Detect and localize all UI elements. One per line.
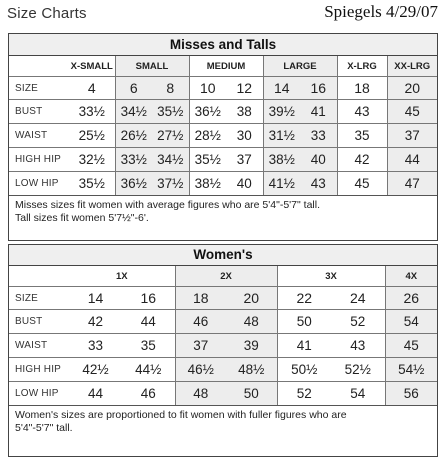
- misses-group-row: [9, 56, 437, 77]
- measurement-value: 38½: [189, 172, 226, 196]
- measurement-value: 35: [122, 334, 175, 358]
- womens-note-line: Women's sizes are proportioned to fit women with fuller figures who are: [15, 409, 347, 421]
- womens-size-chart: [8, 244, 438, 457]
- measurement-value: 27½: [152, 124, 189, 148]
- measurement-value: 25½: [69, 124, 115, 148]
- measurement-value: 48: [175, 382, 226, 406]
- misses-group-header: LARGE: [263, 56, 337, 77]
- page-title: Size Charts: [7, 5, 87, 22]
- womens-size-row: [9, 287, 437, 310]
- measurement-value: 39: [226, 334, 277, 358]
- measurement-value: 33: [300, 124, 337, 148]
- measurement-label: WAIST: [9, 334, 69, 358]
- misses-size-number: 8: [152, 77, 189, 100]
- measurement-value: 35: [337, 124, 387, 148]
- measurement-value: 32½: [69, 148, 115, 172]
- measurement-value: 43: [337, 100, 387, 124]
- measurement-value: 35½: [69, 172, 115, 196]
- measurement-value: 46: [122, 382, 175, 406]
- measurement-value: 42: [337, 148, 387, 172]
- misses-fit-note: [9, 196, 437, 224]
- misses-size-row: [9, 77, 437, 100]
- misses-group-header: XX-LRG: [387, 56, 437, 77]
- measurement-label: HIGH HIP: [9, 358, 69, 382]
- table-row: [9, 100, 437, 124]
- misses-size-label: SIZE: [9, 77, 69, 100]
- measurement-value: 52: [331, 310, 385, 334]
- misses-group-header: X-LRG: [337, 56, 387, 77]
- measurement-value: 37: [226, 148, 263, 172]
- womens-size-number: 26: [385, 287, 437, 310]
- measurement-value: 42½: [69, 358, 122, 382]
- measurement-value: 36½: [189, 100, 226, 124]
- measurement-value: 44: [122, 310, 175, 334]
- measurement-value: 37: [387, 124, 437, 148]
- measurement-value: 26½: [115, 124, 152, 148]
- table-row: [9, 334, 437, 358]
- measurement-value: 37: [175, 334, 226, 358]
- measurement-value: 33½: [115, 148, 152, 172]
- womens-size-number: 14: [69, 287, 122, 310]
- measurement-value: 48: [226, 310, 277, 334]
- misses-size-table: [9, 56, 437, 196]
- measurement-value: 38: [226, 100, 263, 124]
- measurement-label: HIGH HIP: [9, 148, 69, 172]
- misses-size-number: 16: [300, 77, 337, 100]
- measurement-label: BUST: [9, 310, 69, 334]
- womens-group-header: 3X: [277, 266, 385, 287]
- measurement-value: 50: [277, 310, 331, 334]
- measurement-value: 52: [277, 382, 331, 406]
- measurement-value: 34½: [115, 100, 152, 124]
- misses-note-line: Misses sizes fit women with average figures who are 5'4"-5'7" tall.: [15, 199, 321, 211]
- measurement-value: 41: [300, 100, 337, 124]
- measurement-label: LOW HIP: [9, 172, 69, 196]
- measurement-value: 44½: [122, 358, 175, 382]
- womens-group-header: 2X: [175, 266, 277, 287]
- womens-size-number: 18: [175, 287, 226, 310]
- measurement-value: 45: [385, 334, 437, 358]
- measurement-value: 54: [331, 382, 385, 406]
- misses-size-number: 14: [263, 77, 300, 100]
- measurement-label: WAIST: [9, 124, 69, 148]
- womens-size-number: 20: [226, 287, 277, 310]
- womens-group-header: 4X: [385, 266, 437, 287]
- measurement-value: 35½: [189, 148, 226, 172]
- measurement-value: 44: [387, 148, 437, 172]
- womens-corner-cell: [9, 266, 69, 287]
- womens-size-number: 24: [331, 287, 385, 310]
- table-row: [9, 358, 437, 382]
- misses-size-chart: [8, 33, 438, 241]
- table-row: [9, 172, 437, 196]
- misses-group-header: MEDIUM: [189, 56, 263, 77]
- misses-size-number: 6: [115, 77, 152, 100]
- womens-chart-title: Women's: [9, 245, 437, 266]
- measurement-value: 31½: [263, 124, 300, 148]
- womens-note-line: 5'4"-5'7" tall.: [15, 421, 73, 434]
- misses-group-header: X-SMALL: [69, 56, 115, 77]
- measurement-value: 46: [175, 310, 226, 334]
- womens-size-number: 22: [277, 287, 331, 310]
- womens-size-number: 16: [122, 287, 175, 310]
- measurement-value: 28½: [189, 124, 226, 148]
- measurement-value: 47: [387, 172, 437, 196]
- womens-size-table: [9, 266, 437, 406]
- measurement-value: 44: [69, 382, 122, 406]
- measurement-value: 34½: [152, 148, 189, 172]
- measurement-value: 43: [300, 172, 337, 196]
- misses-size-number: 20: [387, 77, 437, 100]
- measurement-value: 41: [277, 334, 331, 358]
- misses-size-number: 4: [69, 77, 115, 100]
- measurement-value: 33½: [69, 100, 115, 124]
- measurement-value: 45: [337, 172, 387, 196]
- measurement-value: 46½: [175, 358, 226, 382]
- table-row: [9, 310, 437, 334]
- measurement-value: 30: [226, 124, 263, 148]
- measurement-value: 37½: [152, 172, 189, 196]
- measurement-value: 35½: [152, 100, 189, 124]
- measurement-value: 54½: [385, 358, 437, 382]
- measurement-value: 42: [69, 310, 122, 334]
- table-row: [9, 382, 437, 406]
- misses-chart-title: Misses and Talls: [9, 34, 437, 56]
- womens-group-row: [9, 266, 437, 287]
- measurement-value: 38½: [263, 148, 300, 172]
- measurement-value: 50½: [277, 358, 331, 382]
- misses-size-number: 12: [226, 77, 263, 100]
- measurement-value: 54: [385, 310, 437, 334]
- table-row: [9, 124, 437, 148]
- womens-fit-note: [9, 406, 437, 434]
- measurement-value: 41½: [263, 172, 300, 196]
- measurement-label: BUST: [9, 100, 69, 124]
- measurement-value: 50: [226, 382, 277, 406]
- misses-size-number: 10: [189, 77, 226, 100]
- measurement-value: 43: [331, 334, 385, 358]
- source-note: Spiegels 4/29/07: [324, 2, 438, 21]
- measurement-value: 52½: [331, 358, 385, 382]
- talls-note-line: Tall sizes fit women 5'7½"-6'.: [15, 211, 149, 224]
- misses-group-header: SMALL: [115, 56, 189, 77]
- measurement-value: 48½: [226, 358, 277, 382]
- womens-size-label: SIZE: [9, 287, 69, 310]
- measurement-value: 36½: [115, 172, 152, 196]
- womens-group-header: 1X: [69, 266, 175, 287]
- measurement-value: 40: [300, 148, 337, 172]
- measurement-value: 33: [69, 334, 122, 358]
- table-row: [9, 148, 437, 172]
- misses-corner-cell: [9, 56, 69, 77]
- misses-size-number: 18: [337, 77, 387, 100]
- measurement-value: 56: [385, 382, 437, 406]
- measurement-value: 40: [226, 172, 263, 196]
- measurement-value: 39½: [263, 100, 300, 124]
- measurement-value: 45: [387, 100, 437, 124]
- measurement-label: LOW HIP: [9, 382, 69, 406]
